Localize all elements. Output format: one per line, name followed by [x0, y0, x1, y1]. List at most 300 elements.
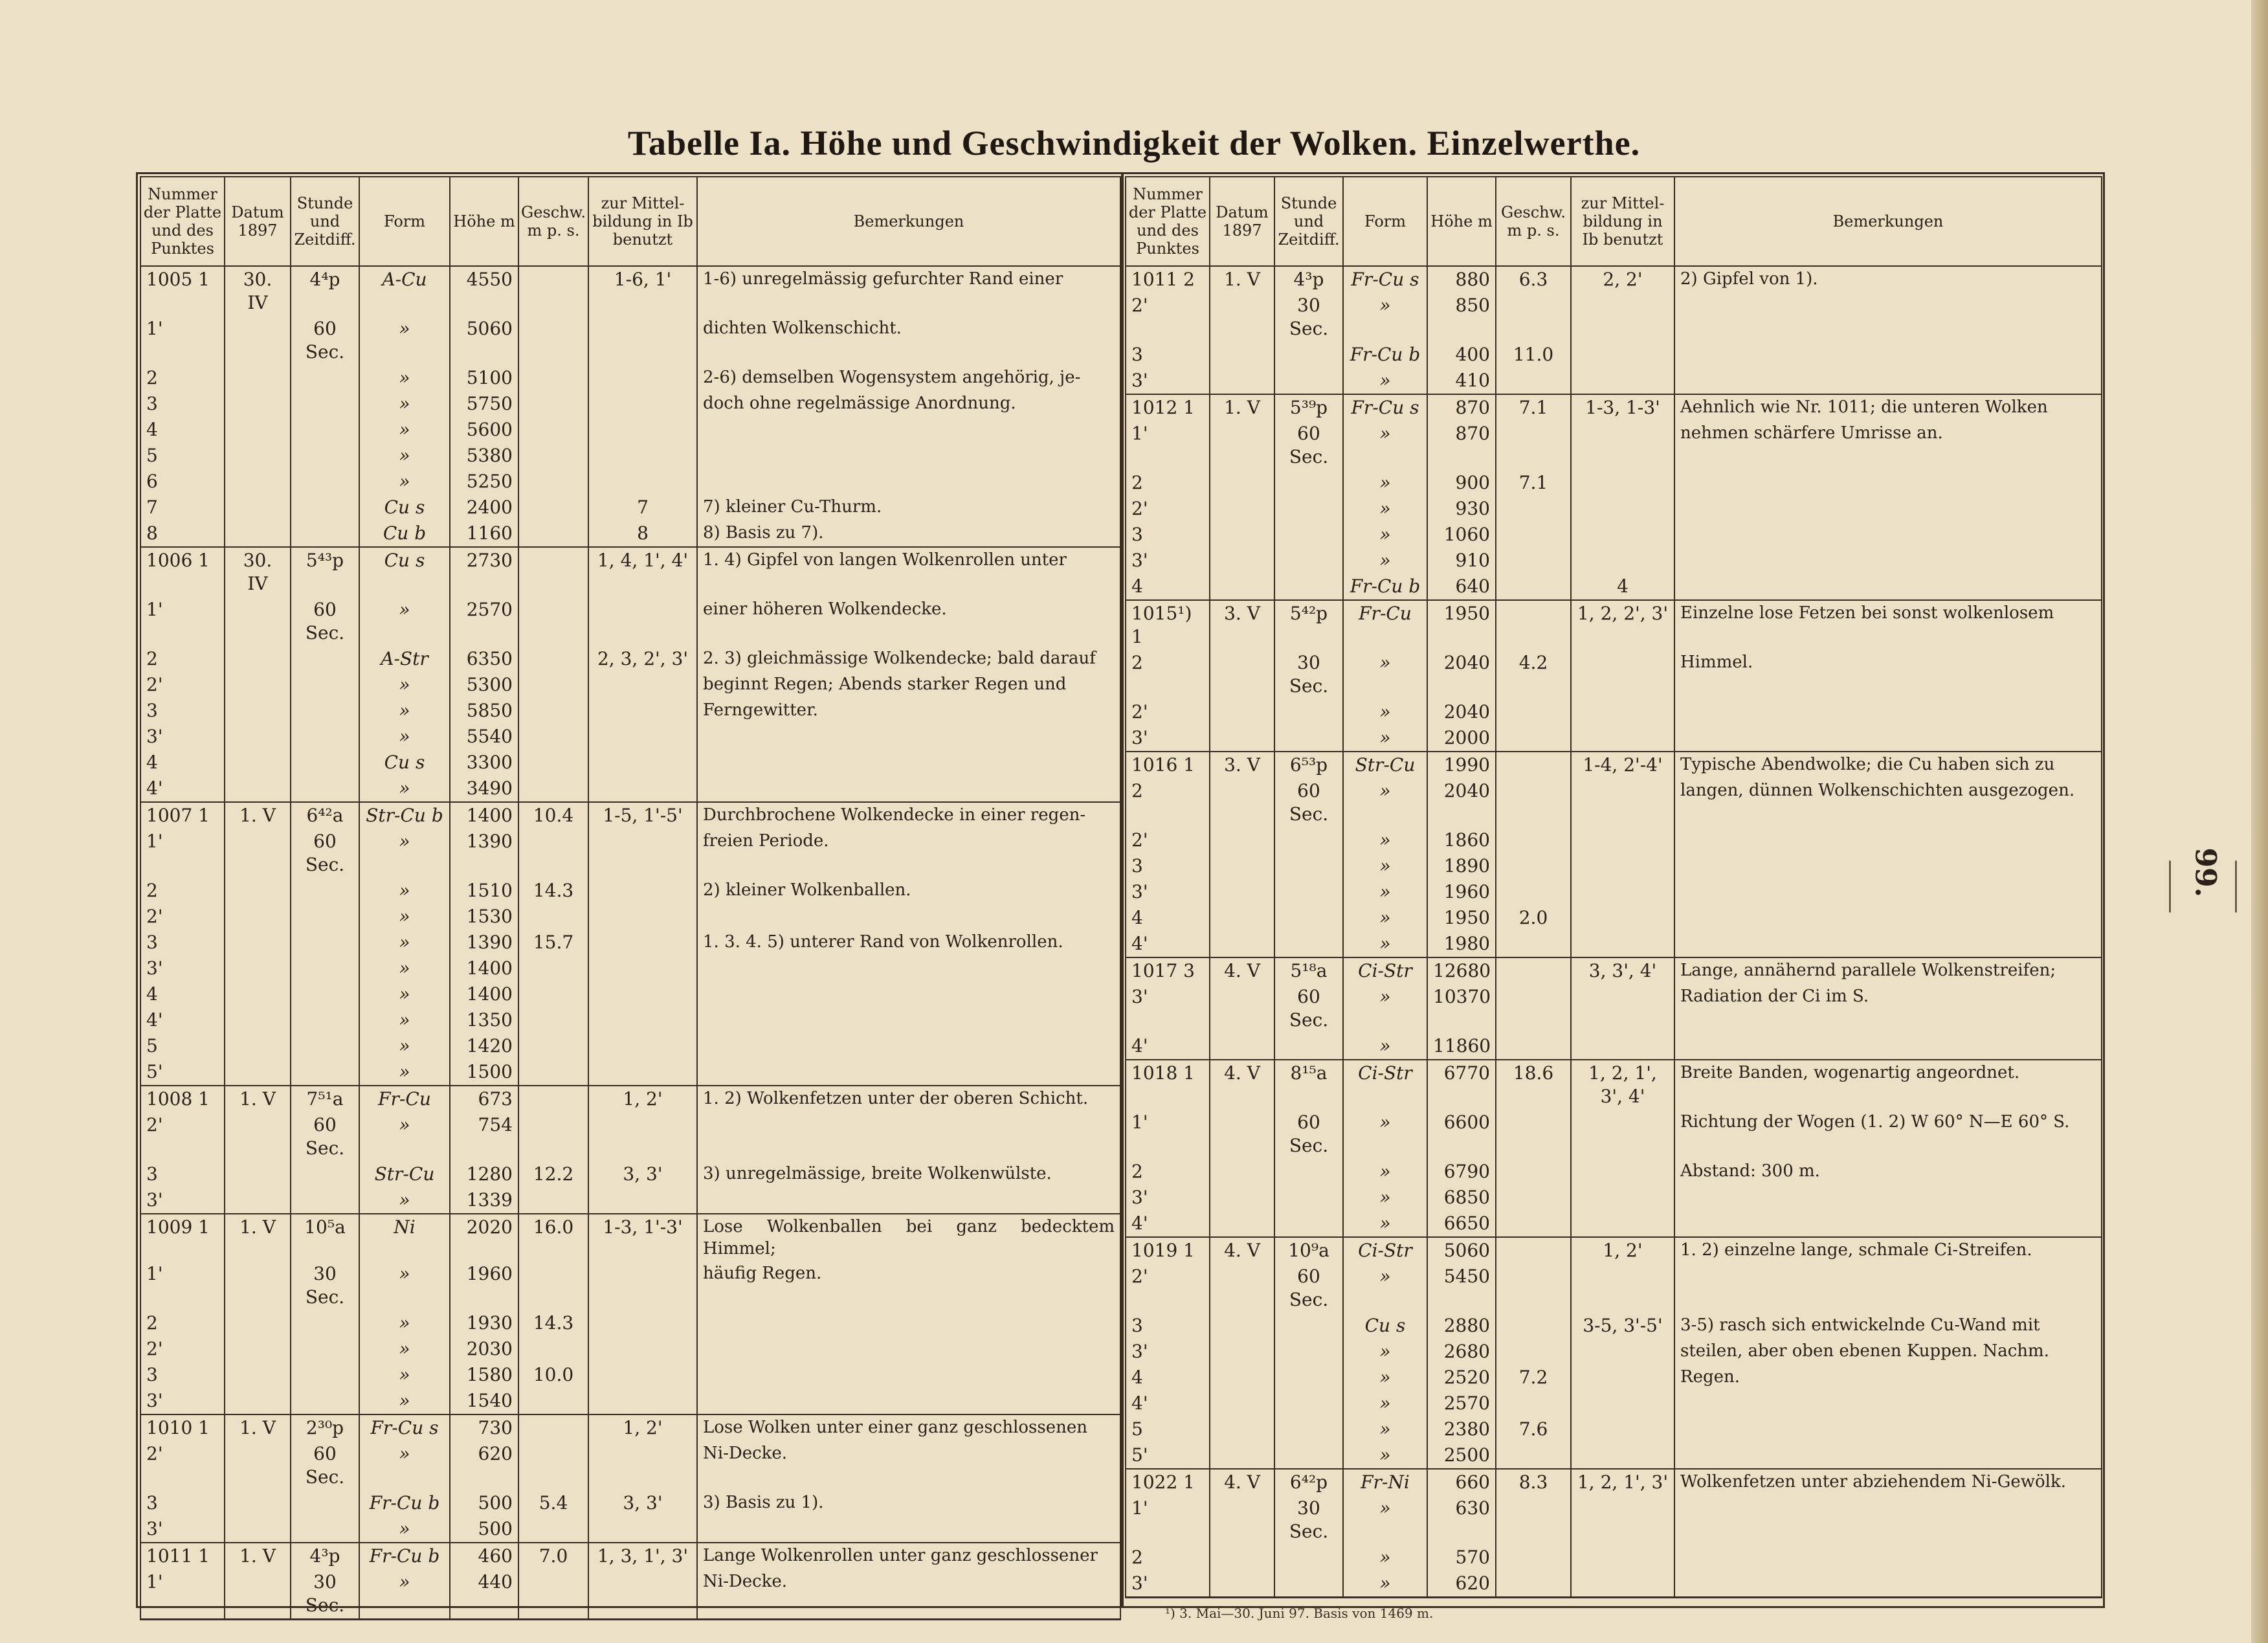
row-point: 2' [1126, 827, 1210, 853]
row-remarks [1674, 368, 2102, 394]
row-remarks: 1. 3. 4. 5) unterer Rand von Wolkenrollen. [697, 930, 1120, 956]
table-row [1126, 1264, 2102, 1313]
row-remarks: häufig Regen. [697, 1261, 1120, 1310]
row-speed [1496, 421, 1571, 470]
table-row [140, 520, 1120, 547]
row-form: » [359, 417, 450, 443]
row-time: 6⁴²p [1274, 1469, 1343, 1495]
row-height: 10370 [1427, 984, 1496, 1033]
row-mean [1571, 778, 1674, 827]
row-time [1274, 1033, 1343, 1060]
row-date [1210, 1365, 1274, 1391]
table-row [140, 829, 1120, 878]
row-mean [588, 469, 697, 495]
row-height: 673 [450, 1086, 518, 1112]
row-time [1274, 574, 1343, 600]
row-speed [518, 391, 588, 417]
row-time: 6⁵³p [1274, 752, 1343, 778]
row-height: 6350 [450, 646, 518, 672]
row-time: 60 Sec. [1274, 778, 1343, 827]
row-time [291, 1033, 359, 1059]
row-height: 2040 [1427, 778, 1496, 827]
row-speed [518, 266, 588, 316]
row-mean [1571, 1416, 1674, 1442]
table-row [140, 724, 1120, 750]
row-height: 660 [1427, 1469, 1496, 1495]
row-point: 1018 1 [1126, 1060, 1210, 1110]
table-row [1126, 1060, 2102, 1110]
row-point: 1011 1 [140, 1543, 225, 1569]
header-time: Stunde und Zeitdiff. [291, 177, 359, 266]
row-point: 1' [1126, 1495, 1210, 1545]
row-date [1210, 574, 1274, 600]
row-height: 630 [1427, 1495, 1496, 1545]
row-time [291, 391, 359, 417]
row-speed [1496, 778, 1571, 827]
row-point: 5 [140, 443, 225, 469]
row-time [291, 443, 359, 469]
row-speed: 16.0 [518, 1214, 588, 1261]
row-speed [1496, 879, 1571, 905]
row-time [291, 981, 359, 1007]
row-height: 1890 [1427, 853, 1496, 879]
row-remarks: Ferngewitter. [697, 698, 1120, 724]
row-remarks [1674, 853, 2102, 879]
row-form: » [359, 698, 450, 724]
row-date [225, 646, 291, 672]
row-form: » [359, 1310, 450, 1336]
row-speed: 4.2 [1496, 650, 1571, 699]
table-row [1126, 1495, 2102, 1545]
table-row [140, 1161, 1120, 1187]
row-time [291, 417, 359, 443]
row-time [291, 930, 359, 956]
row-mean [1571, 1365, 1674, 1391]
row-speed [1496, 1313, 1571, 1339]
row-point: 1' [140, 316, 225, 365]
row-date: 1. V [1210, 266, 1274, 293]
row-height: 880 [1427, 266, 1496, 293]
row-speed [1496, 1442, 1571, 1469]
table-row [1126, 342, 2102, 368]
row-speed [1496, 984, 1571, 1033]
row-date [1210, 650, 1274, 699]
row-mean [1571, 725, 1674, 752]
row-mean [588, 316, 697, 365]
row-height: 6770 [1427, 1060, 1496, 1110]
row-point: 2 [140, 646, 225, 672]
row-height: 1390 [450, 829, 518, 878]
table-row [1126, 574, 2102, 600]
table-row [140, 698, 1120, 724]
row-point: 3 [140, 1490, 225, 1516]
row-date [225, 1112, 291, 1161]
row-speed: 11.0 [1496, 342, 1571, 368]
row-date [225, 930, 291, 956]
row-time: 4³p [1274, 266, 1343, 293]
row-height: 2040 [1427, 650, 1496, 699]
row-time [1274, 342, 1343, 368]
row-time: 5³⁹p [1274, 394, 1343, 421]
row-form: » [1343, 778, 1427, 827]
row-mean [588, 391, 697, 417]
row-time [1274, 879, 1343, 905]
row-form: » [359, 1516, 450, 1543]
row-time [291, 672, 359, 698]
row-point: 1' [1126, 1110, 1210, 1159]
row-time [291, 520, 359, 547]
row-mean [1571, 1033, 1674, 1060]
row-form: » [1343, 1033, 1427, 1060]
row-point: 2' [1126, 1264, 1210, 1313]
row-mean [1571, 650, 1674, 699]
table-row [1126, 522, 2102, 548]
table-row [1126, 421, 2102, 470]
row-remarks: Lange, annähernd parallele Wolkenstreifen; [1674, 957, 2102, 984]
row-remarks: Breite Banden, wogenartig angeordnet. [1674, 1060, 2102, 1110]
row-time [1274, 699, 1343, 725]
row-point: 3 [140, 1362, 225, 1388]
row-remarks: Lose Wolkenballen bei ganz bedecktem Himmel; [697, 1214, 1120, 1261]
table-row [1126, 1237, 2102, 1264]
row-point: 1017 3 [1126, 957, 1210, 984]
row-height: 754 [450, 1112, 518, 1161]
row-remarks: 2) kleiner Wolkenballen. [697, 878, 1120, 904]
row-speed [1496, 827, 1571, 853]
row-form: » [1343, 1185, 1427, 1211]
row-point: 1008 1 [140, 1086, 225, 1112]
row-form: » [359, 904, 450, 930]
row-height: 2570 [1427, 1391, 1496, 1416]
row-time [291, 956, 359, 981]
row-height: 2000 [1427, 725, 1496, 752]
row-remarks [1674, 1416, 2102, 1442]
row-speed [518, 1059, 588, 1086]
table-row [140, 1187, 1120, 1214]
row-speed: 6.3 [1496, 266, 1571, 293]
header-form: Form [1343, 177, 1427, 266]
row-mean: 1, 2' [1571, 1237, 1674, 1264]
row-speed [518, 597, 588, 646]
row-remarks [697, 1187, 1120, 1214]
row-date: 3. V [1210, 600, 1274, 650]
row-point: 3 [1126, 522, 1210, 548]
row-date [1210, 778, 1274, 827]
row-date [225, 597, 291, 646]
row-remarks [697, 1310, 1120, 1336]
row-form: » [359, 1033, 450, 1059]
row-speed [1496, 574, 1571, 600]
row-time [1274, 1365, 1343, 1391]
table-row [140, 750, 1120, 776]
row-mean [1571, 1110, 1674, 1159]
row-mean [1571, 1264, 1674, 1313]
row-speed [518, 1516, 588, 1543]
row-speed [1496, 957, 1571, 984]
table-row [1126, 699, 2102, 725]
row-remarks: Ni-Decke. [697, 1441, 1120, 1490]
row-form: » [359, 443, 450, 469]
row-form: » [359, 391, 450, 417]
row-speed [518, 547, 588, 597]
row-mean [1571, 470, 1674, 496]
row-mean [588, 1261, 697, 1310]
table-row [1126, 394, 2102, 421]
row-speed: 14.3 [518, 878, 588, 904]
row-date [1210, 1339, 1274, 1365]
row-time [1274, 1339, 1343, 1365]
row-remarks: doch ohne regelmässige Anordnung. [697, 391, 1120, 417]
row-form: Cu b [359, 520, 450, 547]
row-date [225, 981, 291, 1007]
row-speed [518, 365, 588, 391]
row-remarks [697, 750, 1120, 776]
row-date [225, 495, 291, 520]
row-point: 3' [140, 1516, 225, 1543]
row-speed [1496, 725, 1571, 752]
row-speed: 5.4 [518, 1490, 588, 1516]
table-row [1126, 957, 2102, 984]
row-point: 1006 1 [140, 547, 225, 597]
row-height: 850 [1427, 293, 1496, 342]
row-mean [1571, 1570, 1674, 1598]
row-point: 3' [1126, 984, 1210, 1033]
row-time: 30 Sec. [1274, 650, 1343, 699]
row-height: 460 [450, 1543, 518, 1569]
table-row [1126, 368, 2102, 394]
header-height: Höhe m [450, 177, 518, 266]
row-point: 2 [1126, 1159, 1210, 1185]
row-form: » [359, 316, 450, 365]
row-time [1274, 496, 1343, 522]
row-point: 1007 1 [140, 802, 225, 829]
header-remarks: Bemerkungen [1674, 177, 2102, 266]
row-speed [518, 904, 588, 930]
row-mean [588, 365, 697, 391]
row-speed: 18.6 [1496, 1060, 1571, 1110]
table-row [140, 547, 1120, 597]
row-time [291, 495, 359, 520]
row-speed [518, 981, 588, 1007]
table-row [140, 1569, 1120, 1620]
row-height: 570 [1427, 1545, 1496, 1570]
row-time [291, 1059, 359, 1086]
row-form: » [359, 1441, 450, 1490]
row-height: 5060 [1427, 1237, 1496, 1264]
row-remarks [1674, 1442, 2102, 1469]
row-mean [588, 1362, 697, 1388]
row-mean [588, 981, 697, 1007]
row-time [1274, 905, 1343, 931]
row-mean [1571, 699, 1674, 725]
row-form: » [359, 1059, 450, 1086]
table-row [1126, 1391, 2102, 1416]
row-speed [518, 1086, 588, 1112]
row-speed [1496, 1185, 1571, 1211]
row-remarks [697, 1516, 1120, 1543]
row-height: 730 [450, 1414, 518, 1441]
row-mean [588, 878, 697, 904]
row-mean [1571, 853, 1674, 879]
row-remarks [1674, 827, 2102, 853]
footnote: ¹) 3. Mai—30. Juni 97. Basis von 1469 m. [1165, 1605, 1434, 1621]
row-mean [1571, 1545, 1674, 1570]
row-remarks [1674, 548, 2102, 574]
row-form: Str-Cu b [359, 802, 450, 829]
row-time [291, 1007, 359, 1033]
table-row [140, 802, 1120, 829]
row-speed [518, 750, 588, 776]
row-point: 3' [1126, 1185, 1210, 1211]
header-mean: zur Mittel-bildung in Ib benutzt [588, 177, 697, 266]
row-mean [1571, 522, 1674, 548]
row-date [1210, 905, 1274, 931]
row-time [1274, 1159, 1343, 1185]
row-point: 1' [1126, 421, 1210, 470]
row-date [225, 724, 291, 750]
row-date [1210, 699, 1274, 725]
header-mean: zur Mittel-bildung in Ib benutzt [1571, 177, 1674, 266]
row-speed [518, 956, 588, 981]
row-point: 1' [140, 1261, 225, 1310]
header-speed: Geschw. m p. s. [1496, 177, 1571, 266]
row-mean [588, 417, 697, 443]
row-mean [1571, 827, 1674, 853]
row-remarks: Abstand: 300 m. [1674, 1159, 2102, 1185]
row-mean [588, 597, 697, 646]
row-date: 4. V [1210, 1469, 1274, 1495]
row-remarks [1674, 470, 2102, 496]
row-speed [518, 1414, 588, 1441]
row-remarks: 1. 2) Wolkenfetzen unter der oberen Schicht. [697, 1086, 1120, 1112]
row-form: Fr-Cu s [1343, 266, 1427, 293]
row-mean: 3-5, 3'-5' [1571, 1313, 1674, 1339]
row-height: 2020 [450, 1214, 518, 1261]
row-date [225, 878, 291, 904]
table-row [140, 391, 1120, 417]
row-height: 6650 [1427, 1211, 1496, 1237]
row-time [1274, 522, 1343, 548]
row-time [291, 1362, 359, 1388]
row-time [291, 646, 359, 672]
header-point: Nummer der Platte und des Punktes [140, 177, 225, 266]
row-point: 3' [140, 956, 225, 981]
row-time: 5⁴³p [291, 547, 359, 597]
row-time: 10⁹a [1274, 1237, 1343, 1264]
row-form: Fr-Cu s [359, 1414, 450, 1441]
row-time: 60 Sec. [291, 1441, 359, 1490]
row-height: 2570 [450, 597, 518, 646]
row-mean: 1, 2' [588, 1414, 697, 1441]
row-mean: 1, 3, 1', 3' [588, 1543, 697, 1569]
header-remarks: Bemerkungen [697, 177, 1120, 266]
row-height: 6600 [1427, 1110, 1496, 1159]
right-table-body [1126, 266, 2102, 1598]
row-form: » [1343, 496, 1427, 522]
row-speed [1496, 1211, 1571, 1237]
row-form: » [359, 672, 450, 698]
row-form: Fr-Cu [359, 1086, 450, 1112]
row-mean: 1-3, 1'-3' [588, 1214, 697, 1261]
row-date [1210, 853, 1274, 879]
row-speed [1496, 548, 1571, 574]
row-point: 4' [1126, 1211, 1210, 1237]
row-height: 930 [1427, 496, 1496, 522]
row-form: » [1343, 827, 1427, 853]
row-height: 500 [450, 1490, 518, 1516]
row-mean: 1-6, 1' [588, 266, 697, 316]
row-date [225, 1516, 291, 1543]
row-form: Fr-Ni [1343, 1469, 1427, 1495]
row-time: 10⁵a [291, 1214, 359, 1261]
row-height: 1960 [450, 1261, 518, 1310]
row-height: 1860 [1427, 827, 1496, 853]
row-speed: 7.2 [1496, 1365, 1571, 1391]
row-remarks [697, 776, 1120, 802]
row-time: 60 Sec. [1274, 1110, 1343, 1159]
row-remarks [697, 1362, 1120, 1388]
row-point: 2' [1126, 496, 1210, 522]
row-height: 1960 [1427, 879, 1496, 905]
row-form: » [1343, 293, 1427, 342]
table-row [1126, 266, 2102, 293]
row-remarks: Durchbrochene Wolkendecke in einer regen- [697, 802, 1120, 829]
table-row [1126, 827, 2102, 853]
row-remarks [1674, 1211, 2102, 1237]
row-date [225, 520, 291, 547]
row-form: » [1343, 1545, 1427, 1570]
row-date: 3. V [1210, 752, 1274, 778]
table-row [1126, 1110, 2102, 1159]
table-row [1126, 470, 2102, 496]
row-date: 1. V [225, 1414, 291, 1441]
table-row [140, 904, 1120, 930]
row-time [291, 878, 359, 904]
table-row [140, 1362, 1120, 1388]
row-form: Fr-Cu s [1343, 394, 1427, 421]
row-height: 500 [450, 1516, 518, 1543]
row-form: » [1343, 879, 1427, 905]
row-remarks: 3-5) rasch sich entwickelnde Cu-Wand mit [1674, 1313, 2102, 1339]
row-mean [588, 904, 697, 930]
row-time: 60 Sec. [1274, 1264, 1343, 1313]
row-time [291, 724, 359, 750]
row-form: Fr-Cu b [1343, 342, 1427, 368]
row-mean [1571, 931, 1674, 957]
row-form: » [1343, 421, 1427, 470]
row-point: 2 [1126, 1545, 1210, 1570]
row-time: 30 Sec. [1274, 293, 1343, 342]
table-row [1126, 1545, 2102, 1570]
header-time: Stunde und Zeitdiff. [1274, 177, 1343, 266]
table-row [140, 417, 1120, 443]
row-time [1274, 853, 1343, 879]
row-remarks [697, 1388, 1120, 1414]
row-date [1210, 1545, 1274, 1570]
row-speed: 2.0 [1496, 905, 1571, 931]
row-mean [1571, 1185, 1674, 1211]
row-date [225, 1033, 291, 1059]
row-date [1210, 1391, 1274, 1416]
row-date [225, 1490, 291, 1516]
row-mean: 2, 3, 2', 3' [588, 646, 697, 672]
row-date: 1. V [225, 1543, 291, 1569]
row-time [1274, 725, 1343, 752]
row-time [291, 1516, 359, 1543]
row-form: Fr-Cu b [1343, 574, 1427, 600]
table-row [140, 1112, 1120, 1161]
row-speed: 8.3 [1496, 1469, 1571, 1495]
